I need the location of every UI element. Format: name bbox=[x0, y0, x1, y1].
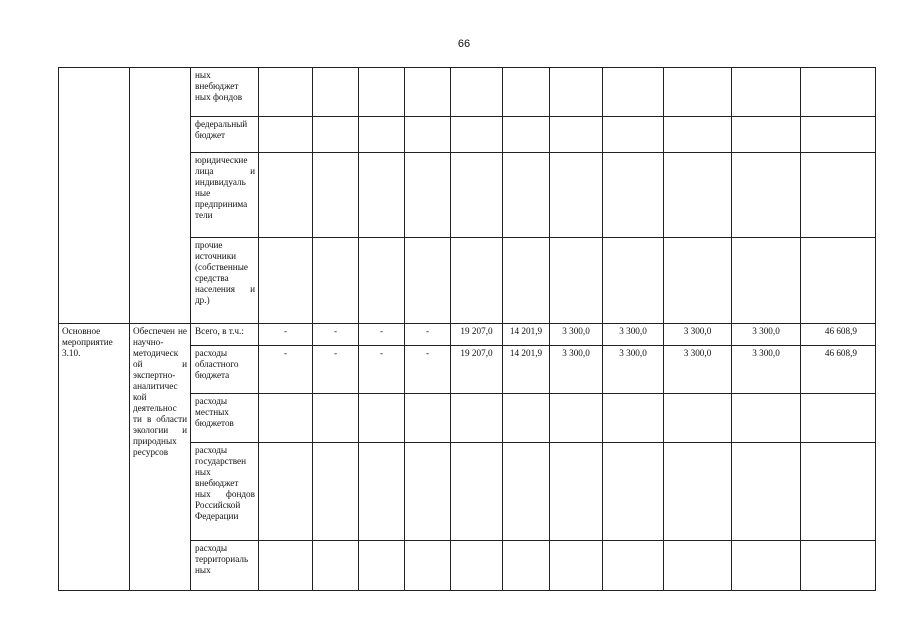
source-cell: прочие источники (собственные средства населения и др.) bbox=[191, 238, 259, 324]
source-cell: расходы областного бюджета bbox=[191, 346, 259, 394]
value-cell: 3 300,0 bbox=[550, 346, 603, 394]
value-cell-total: 46 608,9 bbox=[801, 346, 876, 394]
value-cell: 19 207,0 bbox=[451, 324, 503, 346]
budget-table bbox=[58, 67, 876, 591]
value-cell: 3 300,0 bbox=[664, 324, 732, 346]
page-number: 66 bbox=[457, 38, 471, 50]
measure-description-cell: Обеспечен не научно-методическ ой и экспертно-аналитичес кой деятельнос ти в области экологии и природных ресурсов bbox=[130, 324, 191, 591]
value-cell: - bbox=[359, 324, 405, 346]
value-cell: 19 207,0 bbox=[451, 346, 503, 394]
source-cell: расходы государствен ных внебюджет ных фондов Российской Федерации bbox=[191, 443, 259, 541]
value-cell: - bbox=[313, 346, 359, 394]
value-cell: 3 300,0 bbox=[732, 324, 801, 346]
value-cell-total: 46 608,9 bbox=[801, 324, 876, 346]
value-cell: 14 201,9 bbox=[503, 324, 550, 346]
value-cell: 3 300,0 bbox=[732, 346, 801, 394]
value-cell: - bbox=[259, 324, 313, 346]
source-cell: ных внебюджет ных фондов bbox=[191, 68, 259, 117]
measure-name-cell: Основное мероприятие 3.10. bbox=[59, 324, 130, 591]
source-cell: юридические лица и индивидуаль ные предпринима тели bbox=[191, 153, 259, 238]
source-cell: федеральный бюджет bbox=[191, 117, 259, 153]
value-cell: 14 201,9 bbox=[503, 346, 550, 394]
empty-measure-cell bbox=[59, 68, 130, 324]
source-cell: расходы местных бюджетов bbox=[191, 394, 259, 443]
empty-description-cell bbox=[130, 68, 191, 324]
value-cell: - bbox=[259, 346, 313, 394]
source-cell: расходы территориаль ных bbox=[191, 541, 259, 591]
value-cell: 3 300,0 bbox=[603, 346, 664, 394]
value-cell: - bbox=[359, 346, 405, 394]
source-cell-total: Всего, в т.ч.: bbox=[191, 324, 259, 346]
value-cell: 3 300,0 bbox=[550, 324, 603, 346]
value-cell: - bbox=[313, 324, 359, 346]
value-cell: - bbox=[405, 346, 451, 394]
value-cell: 3 300,0 bbox=[664, 346, 732, 394]
value-cell: - bbox=[405, 324, 451, 346]
value-cell: 3 300,0 bbox=[603, 324, 664, 346]
